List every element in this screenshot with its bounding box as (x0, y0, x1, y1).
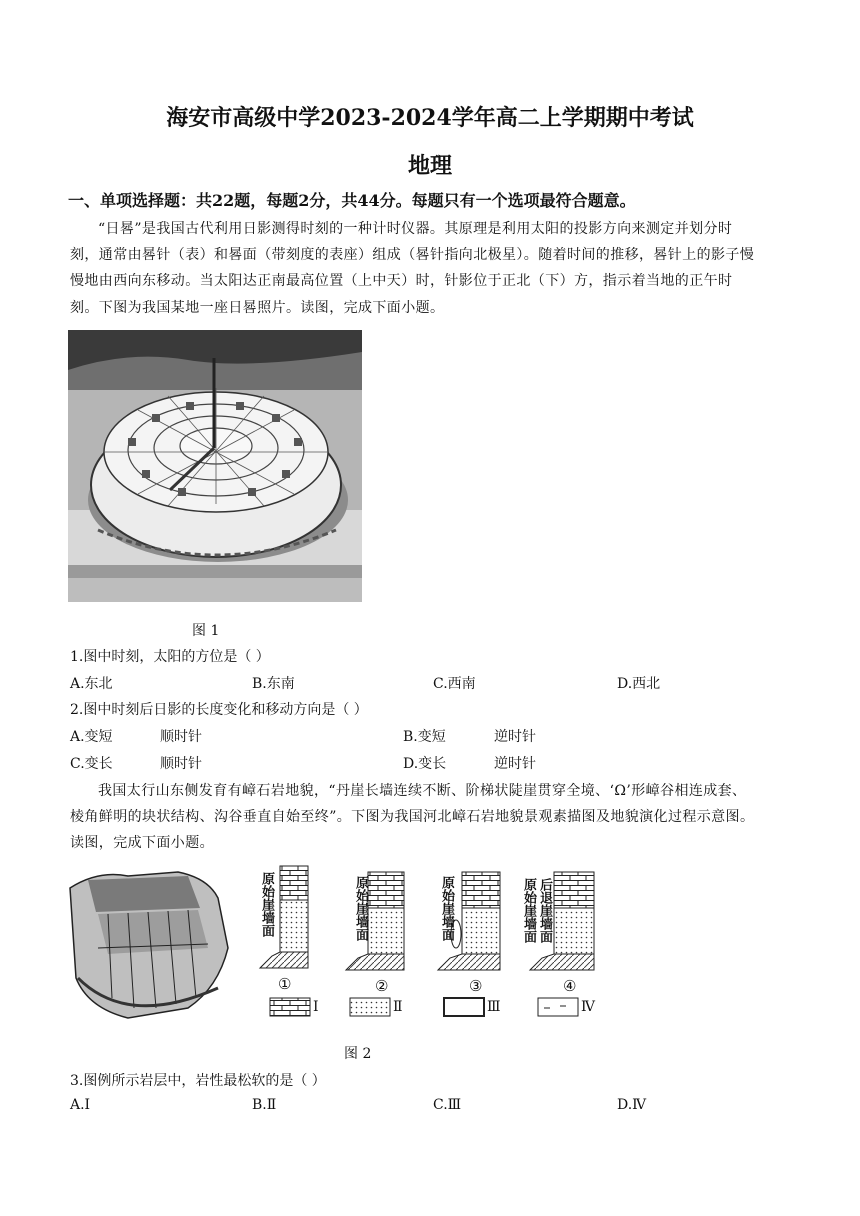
stage3-label: 原始崖墙面 (439, 876, 454, 941)
figure1-caption: 图 1 (192, 623, 220, 639)
stage1-label: 原始崖墙面 (259, 872, 274, 937)
legend-label-1: Ⅰ (313, 999, 319, 1015)
legend-label-2: Ⅱ (393, 999, 403, 1015)
q3-option-b[interactable]: B.Ⅱ (252, 1097, 277, 1113)
evolution-diagram (254, 860, 614, 1032)
stage4-original-label: 原始崖墙面 (521, 878, 536, 943)
legend-label-3: Ⅲ (487, 999, 501, 1015)
landform-sketch (68, 858, 236, 1028)
legend-box-3 (444, 998, 484, 1016)
q2-option-c[interactable]: C.变长 (70, 756, 113, 772)
legend-box-1 (270, 998, 310, 1016)
q2-option-a[interactable]: A.变短 (70, 729, 113, 745)
q2-option-d-direction: 逆时针 (494, 756, 536, 772)
legend-box-2 (350, 998, 390, 1016)
sundial-photo (68, 330, 362, 602)
legend-box-4 (538, 998, 578, 1016)
q1-option-b[interactable]: B.东南 (252, 676, 295, 692)
stage2-label: 原始崖墙面 (353, 876, 368, 941)
passage1-line: 刻，通常由晷针（表）和晷面（带刻度的表座）组成（晷针指向北极星）。随着时间的推移，晷针上的影子慢 (70, 247, 755, 263)
figure2-caption: 图 2 (344, 1046, 372, 1062)
q1-option-c[interactable]: C.西南 (433, 676, 476, 692)
q2-option-d[interactable]: D.变长 (403, 756, 447, 772)
stage4-retreat-label: 后退崖墙面 (537, 878, 552, 943)
q1-option-d[interactable]: D.西北 (617, 676, 661, 692)
q2-option-a-direction: 顺时针 (160, 729, 202, 745)
passage1-line: “日晷”是我国古代利用日影测得时刻的一种计时仪器。其原理是利用太阳的投影方向来测定并划分时 (98, 221, 733, 237)
q1-option-a[interactable]: A.东北 (70, 676, 113, 692)
q3-stem: 3.图例所示岩层中，岩性最松软的是（ ） (70, 1073, 326, 1089)
passage1-line: 刻。下图为我国某地一座日晷照片。读图，完成下面小题。 (70, 300, 445, 316)
passage2-line: 我国太行山东侧发育有嶂石岩地貌，“丹崖长墙连续不断、阶梯状陡崖贯穿全境、‘Ω’形嶂谷相连成套、 (98, 783, 747, 799)
passage1-line: 慢地由西向东移动。当太阳达正南最高位置（上中天）时，针影位于正北（下）方，指示着当地的正午时 (70, 273, 733, 289)
exam-title: 海安市高级中学2023-2024学年高二上学期期中考试 (166, 105, 694, 131)
q2-option-b-direction: 逆时针 (494, 729, 536, 745)
subject-title: 地理 (407, 153, 452, 179)
landform-figure (68, 858, 614, 1034)
q2-stem: 2.图中时刻后日影的长度变化和移动方向是（ ） (70, 702, 368, 718)
q3-option-c[interactable]: C.Ⅲ (433, 1097, 462, 1113)
stage3-number: ③ (469, 977, 483, 995)
q1-stem: 1.图中时刻，太阳的方位是（ ） (70, 649, 270, 665)
section-heading: 一、单项选择题：共22题，每题2分，共44分。每题只有一个选项最符合题意。 (68, 191, 636, 210)
passage2-line: 棱角鲜明的块状结构、沟谷垂直自始至终”。下图为我国河北嶂石岩地貌景观素描图及地貌演化过程示意图。 (70, 809, 755, 825)
stage2-number: ② (375, 977, 389, 995)
legend-label-4: Ⅳ (581, 999, 595, 1015)
stage4-number: ④ (563, 977, 577, 995)
q3-option-d[interactable]: D.Ⅳ (617, 1097, 647, 1113)
q2-option-c-direction: 顺时针 (160, 756, 202, 772)
q3-option-a[interactable]: A.Ⅰ (70, 1097, 91, 1113)
stage1-number: ① (278, 975, 292, 993)
q2-option-b[interactable]: B.变短 (403, 729, 446, 745)
passage2-line: 读图，完成下面小题。 (70, 835, 214, 851)
